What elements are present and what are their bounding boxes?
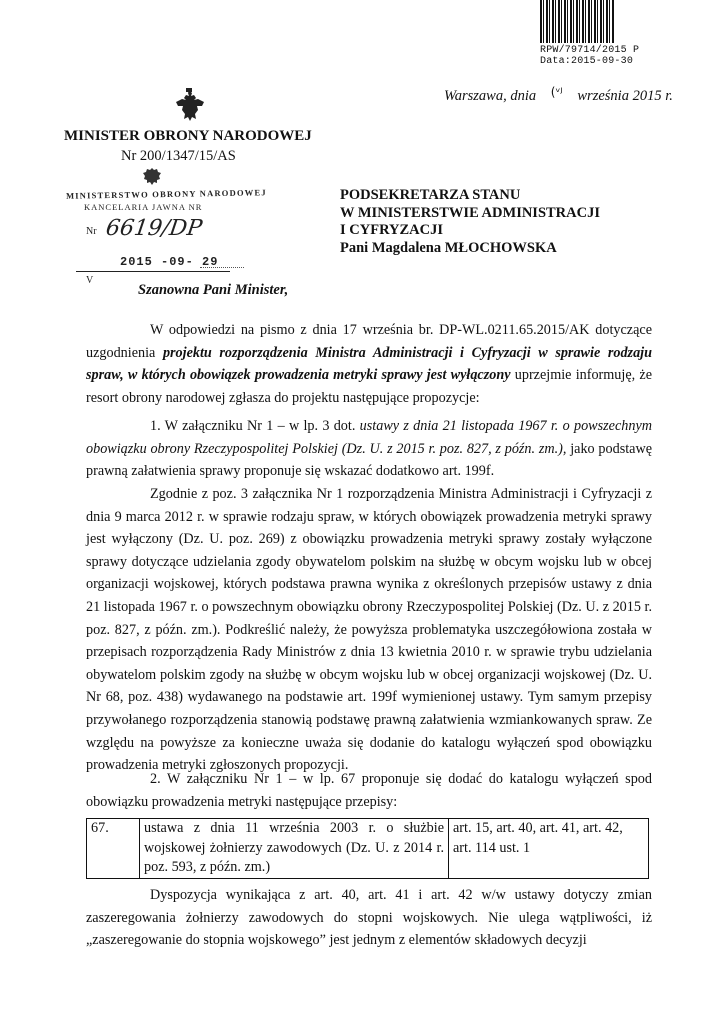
exclusions-table	[86, 818, 649, 879]
paragraph-intro-end: uprzejmie informuję, że resort obrony narodowej zgłasza do projektu następujące propozycje:	[86, 367, 653, 406]
small-eagle-icon	[143, 167, 161, 187]
paragraph-intro-text: W odpowiedzi na pismo z dnia 17 września br. DP-WL.0211.65.2015/AK dotyczące uzgodnienia	[86, 322, 652, 361]
handwritten-day: (ᵛᴶ	[550, 85, 563, 99]
recipient-name: Pani Magdalena MŁOCHOWSKA	[340, 239, 557, 256]
stamp-date: 2015 -09- 29	[120, 255, 219, 269]
table-cell-act: ustawa z dnia 11 września 2003 r. o służbie wojskowej żołnierzy zawodowych (Dz. U. z 2014 r. poz. 593, z późn. zm.)	[140, 819, 449, 879]
recipient-line1: PODSEKRETARZA STANU	[340, 187, 521, 203]
proposal-1-end: jako podstawę prawną załatwienia sprawy proponuje się wskazać dodatkowo art. 199f.	[86, 440, 652, 480]
handwritten-document-number: 6619/DP	[104, 216, 204, 241]
proposal-1-text: 1. W załączniku Nr 1 – w lp. 3 dot.	[150, 418, 360, 434]
stamp-nr-label: Nr	[86, 226, 97, 237]
table-cell-articles: art. 15, art. 40, art. 41, art. 42, art. 114 ust. 1	[449, 819, 649, 879]
justification-paragraph: Zgodnie z poz. 3 załącznika Nr 1 rozporządzenia Ministra Administracji i Cyfryzacji z dnia 9 marca 2012 r. w sprawie rodzaju spraw, w których obowiązek prowadzenia metryki sprawy jest wyłączony (Dz. U. poz. 269) z obowiązku prowadzenia metryki sprawy zostały wyłączone sprawy dotyczące udzielania zgody obywatelom polskim na służbę w obcym wojsku lub w obcej organizacji wojskowej, których podstawa prawna wynika z określonych przepisów ustawy z dnia 21 listopada 1967 r. o powszechnym obowiązku obrony Rzeczypospolitej Polskiej (Dz. U. z 2015 r. poz. 827, z późn. zm.). Podkreślić należy, że powyższa problematyka uszczegółowiona została w przepisach rozporządzenia Rady Ministrów z dnia 13 kwietnia 2010 r. w sprawie trybu udzielania obywatelom polskim zgody na służbę w obcym wojsku lub w obcej organizacji wojskowej (Dz. U. Nr 68, poz. 438) wydawanego na podstawie art. 199f wymienionej ustawy. Tym samym przepisy przywołanego rozporządzenia stanowią podstawę prawną załatwienia wzmiankowanych spraw. Ze względu na powyższe za konieczne uważa się dodanie do katalogu wyłączeń spod obowiązku prowadzenia metryki zgłoszonych propozycji.	[86, 486, 652, 774]
recipient-line2: W MINISTERSTWIE ADMINISTRACJI	[340, 204, 600, 221]
place-date-suffix: września 2015 r.	[577, 88, 673, 104]
regulation-title: projektu rozporządzenia Ministra Administracji i Cyfryzacji w sprawie rodzaju spraw, w których obowiązek prowadzenia metryki sprawy jest wyłączony	[86, 344, 652, 384]
stamp-line1: MINISTERSTWO OBRONY NARODOWEJ	[65, 187, 267, 201]
stamp-line2: KANCELARIA JAWNA NR	[84, 202, 203, 212]
recipient-line3: I CYFRYZACJI	[340, 222, 444, 238]
proposal-1	[86, 415, 652, 483]
salutation: Szanowna Pani Minister,	[138, 282, 289, 298]
table-row	[87, 819, 649, 879]
proposal-2: 2. W załączniku Nr 1 – w lp. 67 proponuje się dodać do katalogu wyłączeń spod obowiązku prowadzenia metryki następujące przepisy:	[86, 771, 652, 810]
recipient-block	[340, 187, 600, 257]
table-cell-lp: 67.	[87, 819, 140, 879]
registration-number: RPW/79714/2015 P	[540, 45, 640, 56]
polish-eagle-emblem-icon	[174, 88, 204, 122]
disposition-paragraph: Dyspozycja wynikająca z art. 40, art. 41 i art. 42 w/w ustawy dotyczy zmian zaszeregowania żołnierzy zawodowych do stopni wojskowych. Nie ulega wątpliwości, iż „zaszeregowanie do stopnia wojskowego” jest jednym z elementów składowych decyzji	[86, 887, 652, 949]
registration-date: Data:2015-09-30	[540, 56, 634, 67]
act-citation: ustawy z dnia 21 listopada 1967 r. o powszechnym obowiązku obrony Rzeczypospolitej Polskiej (Dz. U. z 2015 r. poz. 827, z późn. zm.),	[86, 418, 652, 457]
place-date	[444, 85, 673, 105]
sender-number: Nr 200/1347/15/AS	[121, 148, 236, 164]
stamp-mark: V	[86, 275, 94, 286]
barcode-icon	[540, 0, 614, 43]
stamp-underline	[76, 271, 230, 272]
stamp-dotted-line	[200, 267, 244, 268]
sender-title: MINISTER OBRONY NARODOWEJ	[64, 128, 312, 144]
paragraph-intro	[86, 319, 652, 409]
place-date-prefix: Warszawa, dnia	[444, 88, 537, 104]
